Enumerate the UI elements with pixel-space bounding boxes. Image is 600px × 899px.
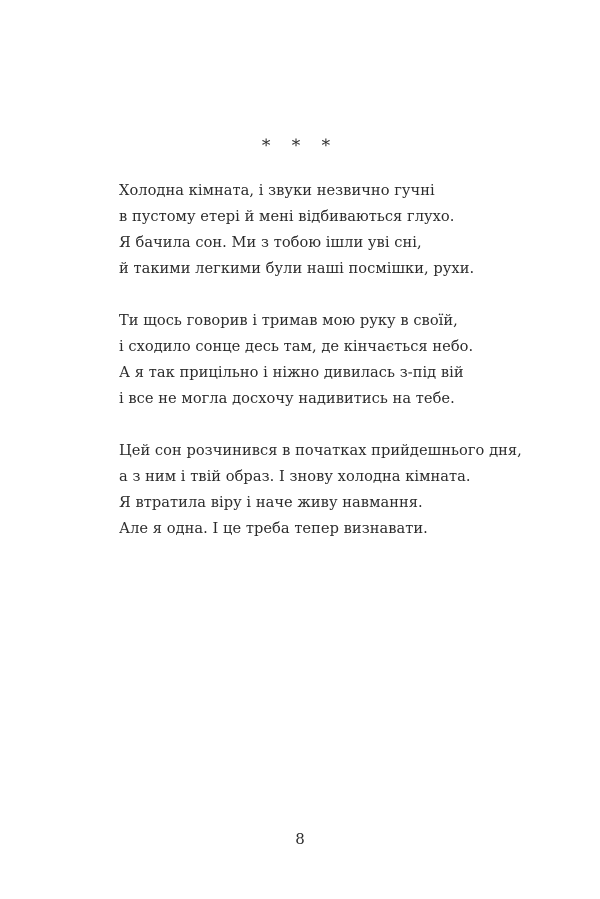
section-separator: * * * xyxy=(261,136,339,156)
poem-line: і сходило сонце десь там, де кінчається небо. xyxy=(119,338,474,355)
stanza-1 xyxy=(119,178,589,282)
poem-line: й такими легкими були наші посмішки, рухи. xyxy=(119,260,475,277)
poem-line: Холодна кімната, і звуки незвично гучні xyxy=(119,182,435,199)
poem-line: Але я одна. І це треба тепер визнавати. xyxy=(119,520,428,537)
poem-line: Цей сон розчинився в початках прийдешнього дня, xyxy=(119,442,522,459)
page-number: 8 xyxy=(295,830,305,848)
poem-line: а з ним і твій образ. І знову холодна кімната. xyxy=(119,468,471,485)
poem xyxy=(119,178,589,568)
poem-line: А я так прицільно і ніжно дивилась з-під вій xyxy=(119,364,464,381)
poem-line: Я втратила віру і наче живу навмання. xyxy=(119,494,423,511)
poem-line: Я бачила сон. Ми з тобою ішли уві сні, xyxy=(119,234,422,251)
poem-line: в пустому етері й мені відбиваються глухо. xyxy=(119,208,455,225)
poem-line: Ти щось говорив і тримав мою руку в своїй, xyxy=(119,312,458,329)
stanza-3 xyxy=(119,438,589,542)
poem-line: і все не могла досхочу надивитись на тебе. xyxy=(119,390,455,407)
stanza-2 xyxy=(119,308,589,412)
